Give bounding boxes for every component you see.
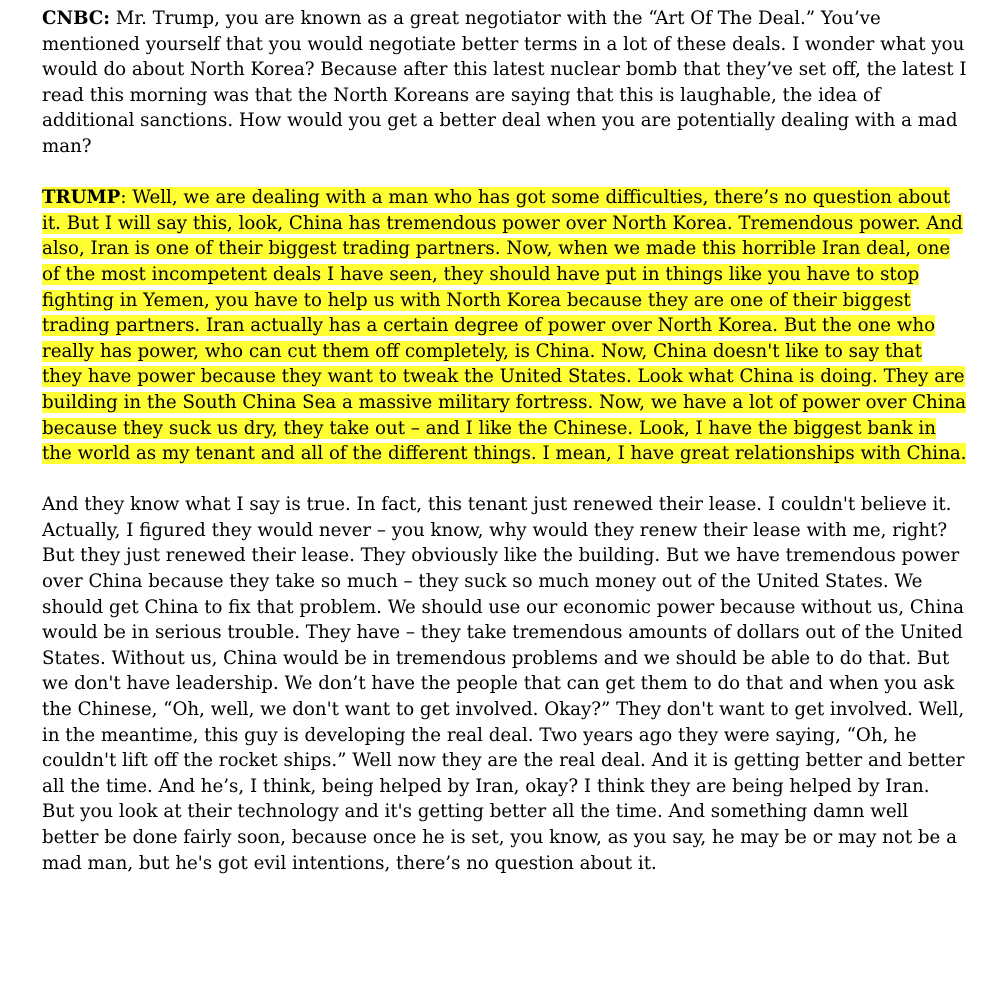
paragraph-cnbc-question[interactable] [42,6,967,160]
paragraph-text: And they know what I say is true. In fact, this tenant just renewed their lease. I couldn't believe it. Actually, I figured they would never – you know, why would they renew their lease with me, right? But they just renewed their lease. They obviously like the building. But we have tremendous power over China because they take so much – they suck so much money out of the United States. We should get China to fix that problem. We should use our economic power because without us, China would be in serious trouble. They have – they take tremendous amounts of dollars out of the United States. Without us, China would be in tremendous problems and we should be able to do that. But we don't have leadership. We don’t have the people that can get them to do that and when you ask the Chinese, “Oh, well, we don't want to get involved. Okay?” They don't want to get involved. Well, in the meantime, this guy is developing the real deal. Two years ago they were saying, “Oh, he couldn't lift off the rocket ships.” Well now they are the real deal. And it is getting better and better all the time. And he’s, I think, being helped by Iran, okay? I think they are being helped by Iran. But you look at their technology and it's getting better all the time. And something damn well better be done fairly soon, because once he is set, you know, as you say, he may be or may not be a mad man, but he's got evil intentions, there’s no question about it. [42,494,965,874]
speaker-label: TRUMP [42,187,121,209]
paragraph-trump-answer-highlighted[interactable] [42,185,967,467]
paragraph-trump-continuation[interactable] [42,492,967,876]
paragraph-spacer [42,467,967,493]
paragraph-spacer [42,160,967,186]
paragraph-text: Mr. Trump, you are known as a great negotiator with the “Art Of The Deal.” You’ve mentioned yourself that you would negotiate better terms in a lot of these deals. I wonder what you would do about North Korea? Because after this latest nuclear bomb that they’ve set off, the latest I read this morning was that the North Koreans are saying that this is laughable, the idea of additional sanctions. How would you get a better deal when you are potentially dealing with a mad man? [42,8,967,157]
speaker-label: CNBC: [42,8,110,29]
paragraph-text: : Well, we are dealing with a man who has got some difficulties, there’s no question about it. But I will say this, look, China has tremendous power over North Korea. Tremendous power. And also, Iran is one of their biggest trading partners. Now, when we made this horrible Iran deal, one of the most incompetent deals I have seen, they should have put in things like you have to stop fighting in Yemen, you have to help us with North Korea because they are one of their biggest trading partners. Iran actually has a certain degree of power over North Korea. But the one who really has power, who can cut them off completely, is China. Now, China doesn't like to say that they have power because they want to tweak the United States. Look what China is doing. They are building in the South China Sea a massive military fortress. Now, we have a lot of power over China because they suck us dry, they take out – and I like the Chinese. Look, I have the biggest bank in the world as my tenant and all of the different things. I mean, I have great relationships with China. [42,187,967,465]
transcript-document [42,6,967,876]
